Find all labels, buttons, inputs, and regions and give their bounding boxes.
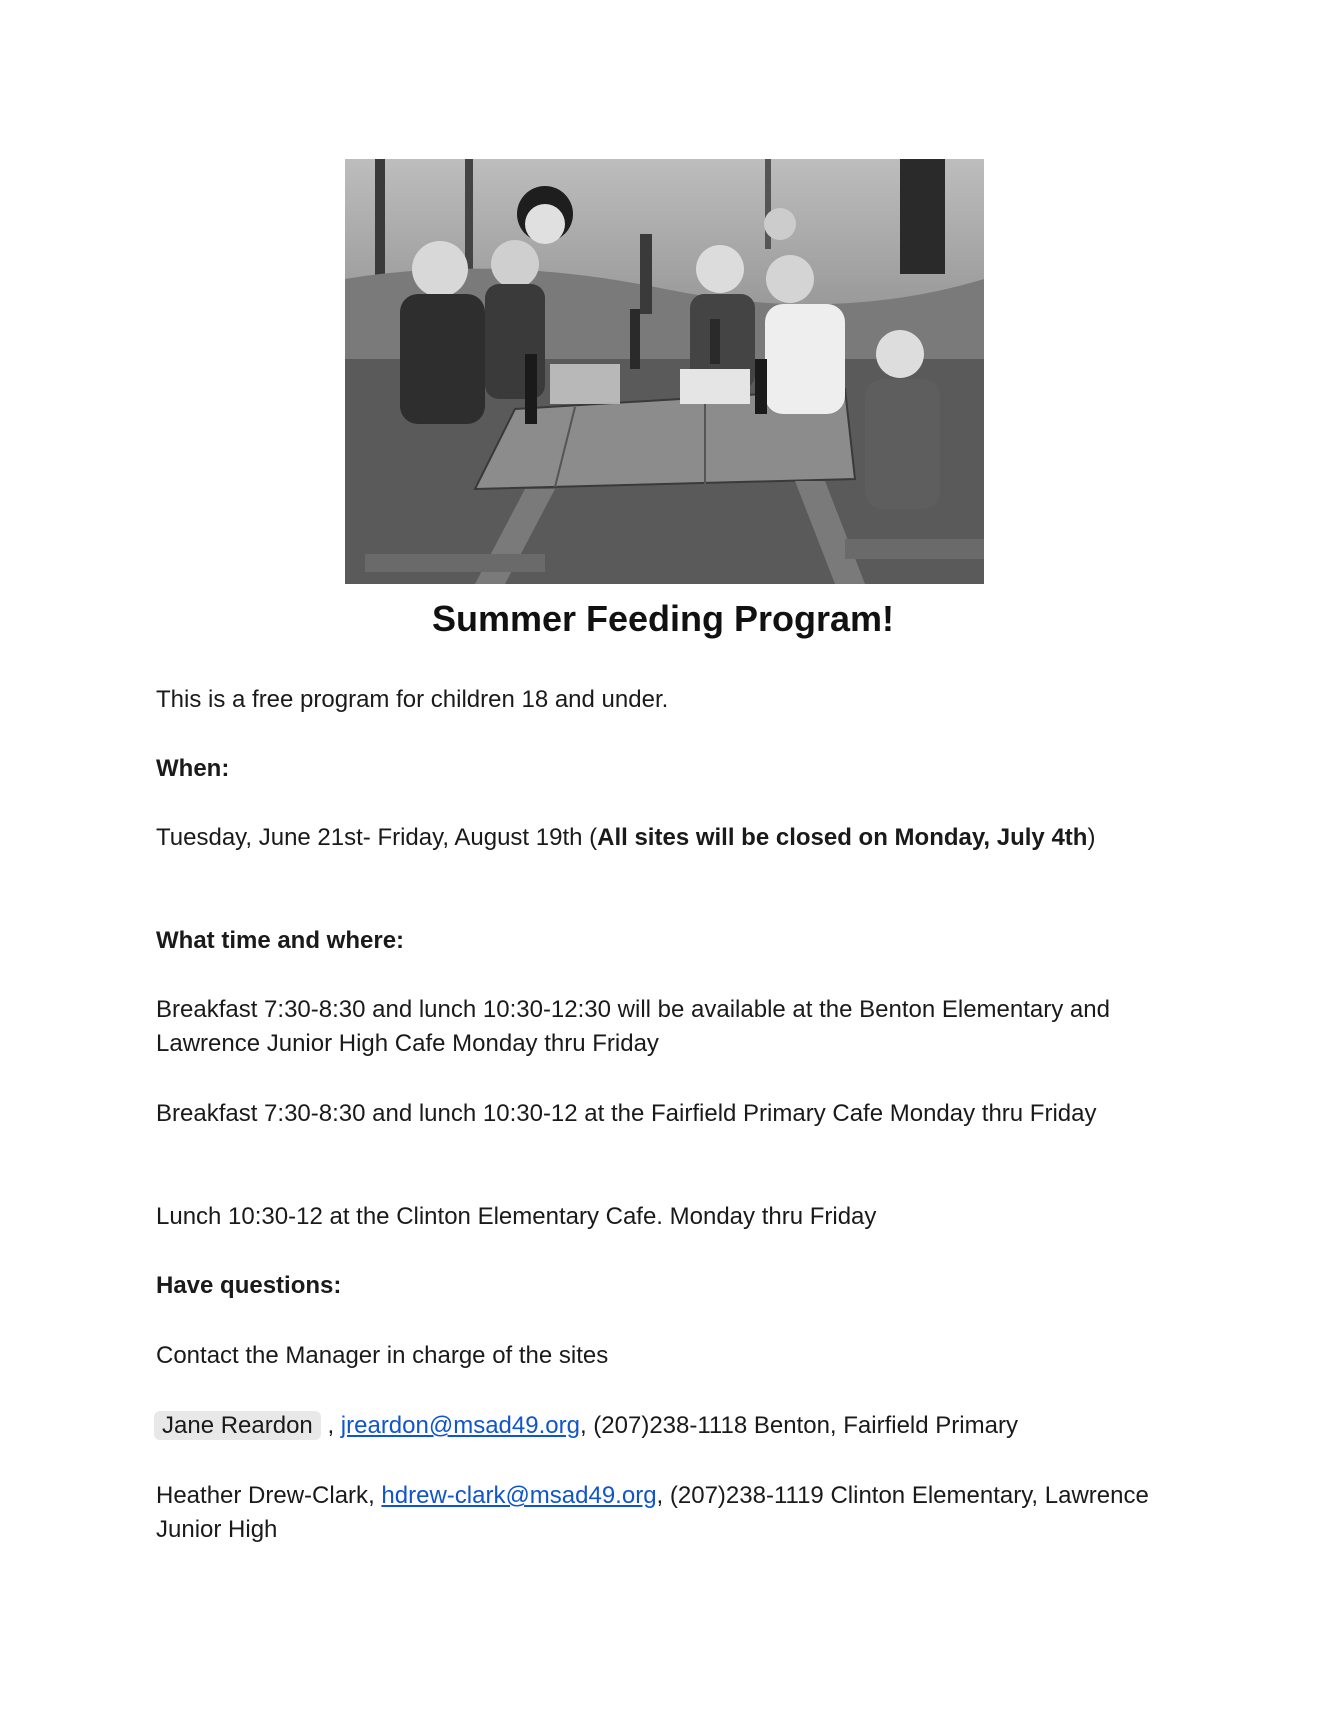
contact-separator: , — [368, 1482, 382, 1509]
page-title: Summer Feeding Program! — [431, 598, 895, 639]
contact-line — [156, 1409, 1156, 1443]
email-link[interactable]: hdrew-clark@msad49.org — [381, 1482, 657, 1509]
closure-notice: All sites will be closed on Monday, July 4th — [597, 824, 1088, 851]
when-dates — [156, 821, 1156, 855]
when-heading: When: — [156, 755, 230, 782]
site-item: Breakfast 7:30-8:30 and lunch 10:30-12 at the Fairfield Primary Cafe Monday thru Friday — [156, 1100, 1097, 1127]
contact-separator: , — [320, 1412, 341, 1439]
contact-intro: Contact the Manager in charge of the sites — [156, 1342, 609, 1369]
contact-details: , (207)238-1118 Benton, Fairfield Primary — [579, 1412, 1018, 1439]
when-close-paren: ) — [1087, 824, 1096, 851]
contact-name-chip[interactable]: Jane Reardon — [154, 1411, 321, 1440]
questions-heading: Have questions: — [156, 1272, 342, 1299]
when-dates-text: Tuesday, June 21st- Friday, August 19th ( — [156, 824, 598, 851]
site-item: Lunch 10:30-12 at the Clinton Elementary Cafe. Monday thru Friday — [156, 1203, 877, 1230]
intro-text: This is a free program for children 18 and under. — [156, 686, 669, 713]
contact-name: Heather Drew-Clark — [156, 1482, 369, 1509]
email-link[interactable]: jreardon@msad49.org — [340, 1412, 580, 1439]
picnic-photo — [345, 159, 984, 584]
contact-line — [156, 1479, 1156, 1547]
picnic-photo-illustration — [345, 159, 984, 584]
site-item: Breakfast 7:30-8:30 and lunch 10:30-12:30 will be available at the Benton Elementary and Lawrence Junior High Cafe Monday thru Friday — [156, 996, 1110, 1057]
where-heading: What time and where: — [156, 927, 405, 954]
contact-details: , (207)238-1119 Clinton Elementary, Lawrence Junior High — [156, 1482, 1149, 1543]
